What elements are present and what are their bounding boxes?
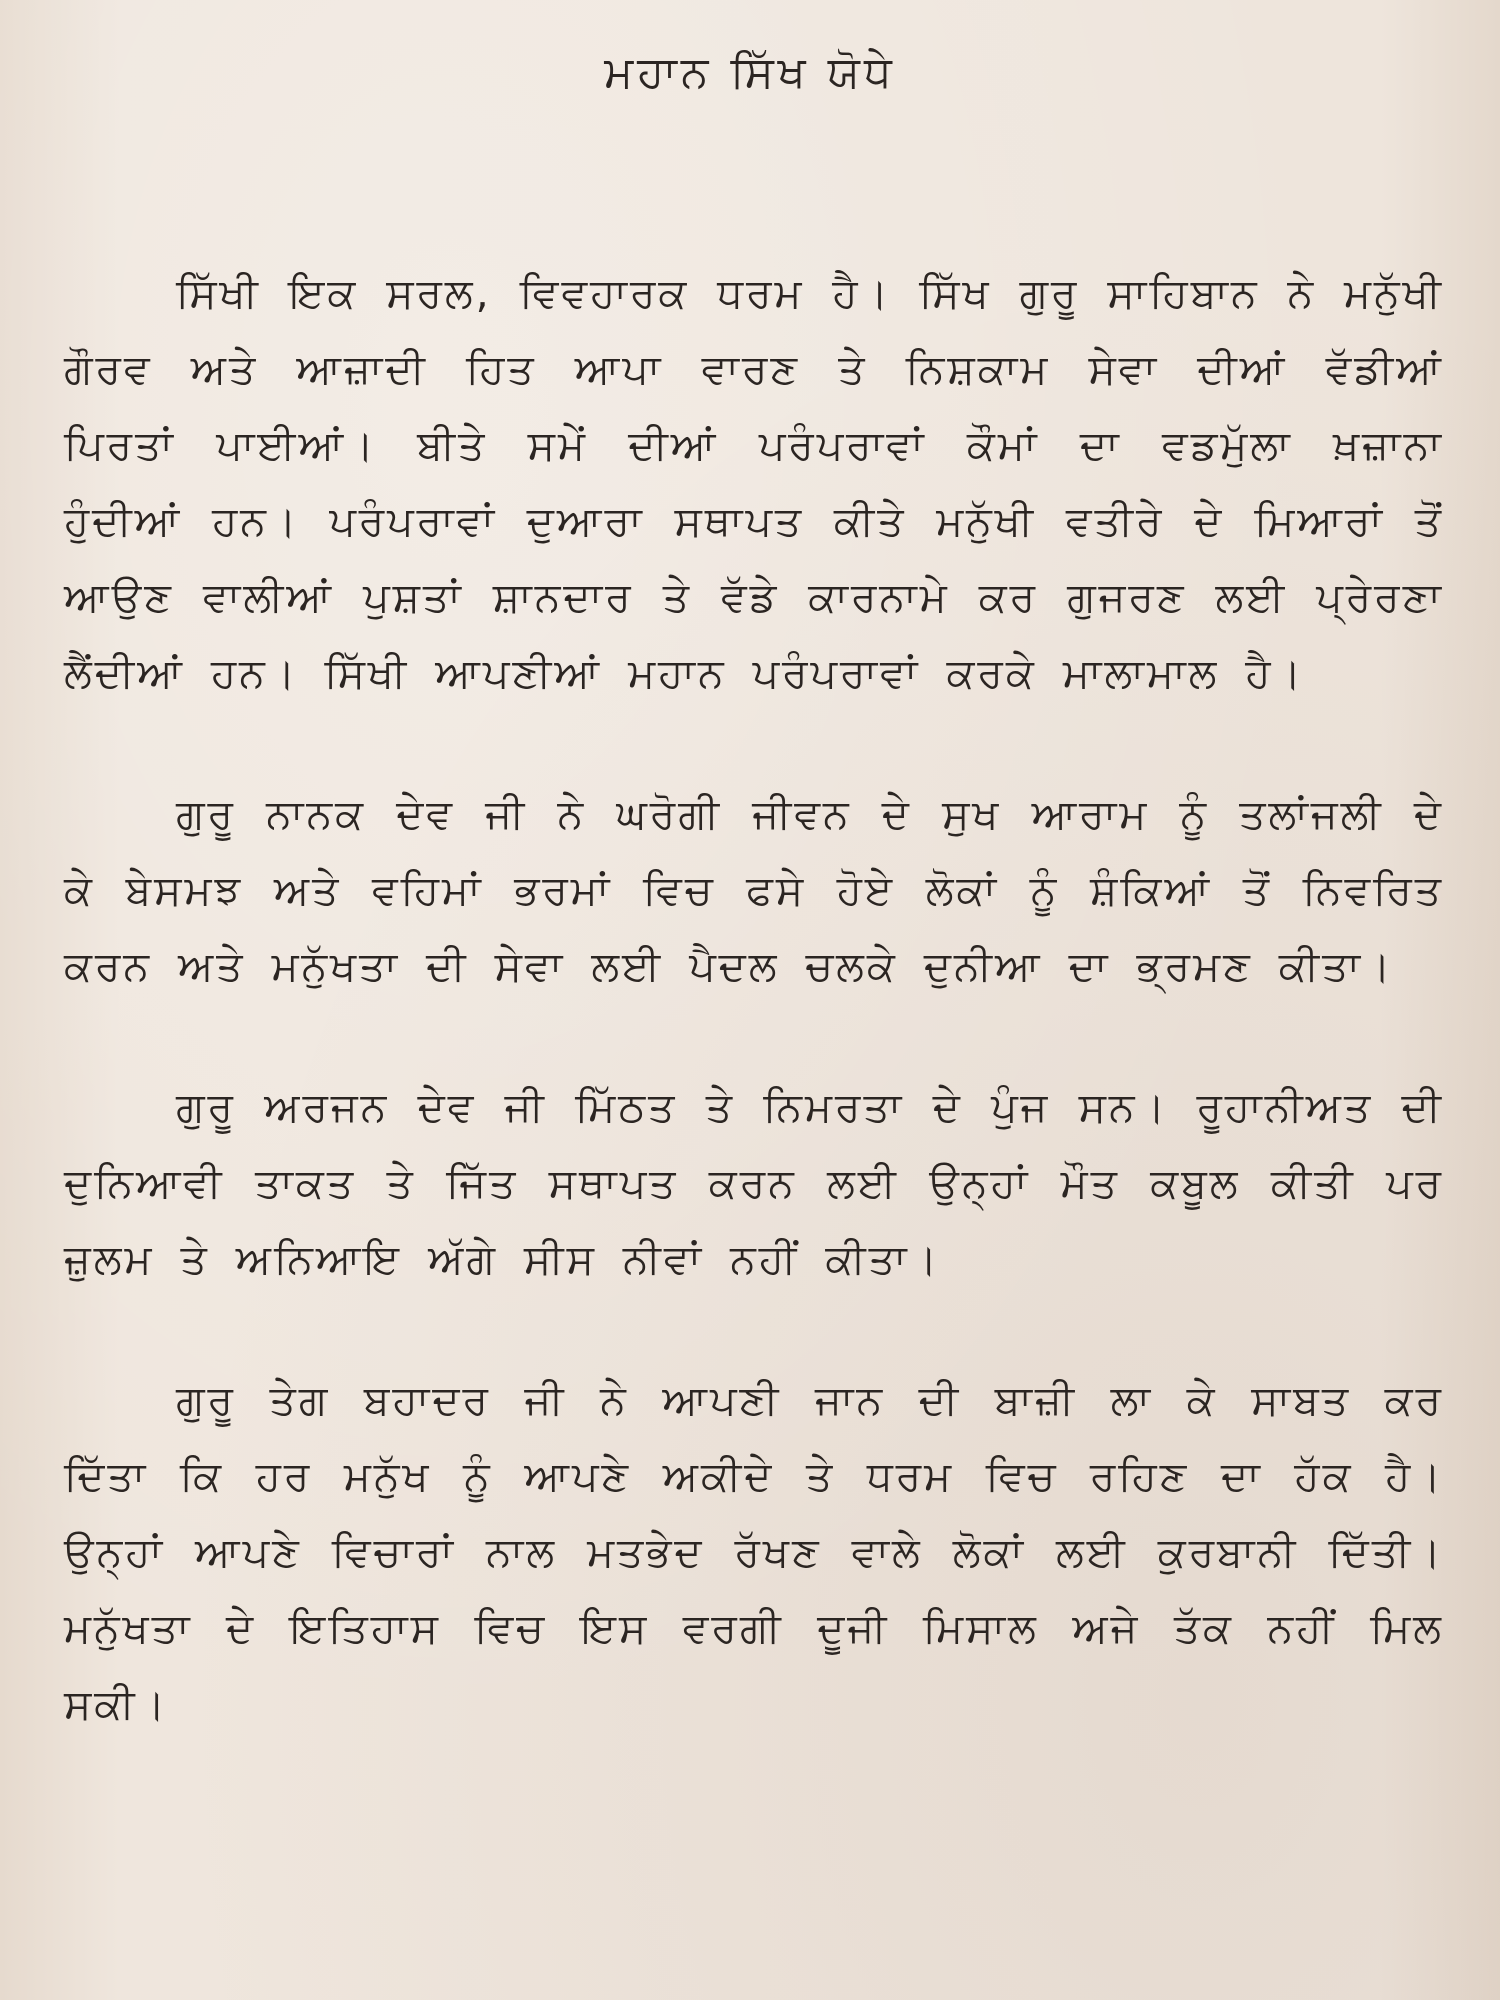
paragraph-3: ਗੁਰੂ ਅਰਜਨ ਦੇਵ ਜੀ ਮਿੱਠਤ ਤੇ ਨਿਮਰਤਾ ਦੇ ਪੁੰਜ ਸਨ। ਰੂਹਾਨੀਅਤ ਦੀ ਦੁਨਿਆਵੀ ਤਾਕਤ ਤੇ ਜਿੱਤ ਸਥਾਪਤ ਕਰਨ ਲਈ ਉਨ੍ਹਾਂ ਮੌਤ ਕਬੂਲ ਕੀਤੀ ਪਰ ਜ਼ੁਲਮ ਤੇ ਅਨਿਆਇ ਅੱਗੇ ਸੀਸ ਨੀਵਾਂ ਨਹੀਂ ਕੀਤਾ। <box>64 1083 1444 1283</box>
paragraph-1: ਸਿੱਖੀ ਇਕ ਸਰਲ, ਵਿਵਹਾਰਕ ਧਰਮ ਹੈ। ਸਿੱਖ ਗੁਰੂ ਸਾਹਿਬਾਨ ਨੇ ਮਨੁੱਖੀ ਗੌਰਵ ਅਤੇ ਆਜ਼ਾਦੀ ਹਿਤ ਆਪਾ ਵਾਰਣ ਤੇ ਨਿਸ਼ਕਾਮ ਸੇਵਾ ਦੀਆਂ ਵੱਡੀਆਂ ਪਿਰਤਾਂ ਪਾਈਆਂ। ਬੀਤੇ ਸਮੇਂ ਦੀਆਂ ਪਰੰਪਰਾਵਾਂ ਕੌਮਾਂ ਦਾ ਵਡਮੁੱਲਾ ਖ਼ਜ਼ਾਨਾ ਹੁੰਦੀਆਂ ਹਨ। ਪਰੰਪਰਾਵਾਂ ਦੁਆਰਾ ਸਥਾਪਤ ਕੀਤੇ ਮਨੁੱਖੀ ਵਤੀਰੇ ਦੇ ਮਿਆਰਾਂ ਤੋਂ ਆਉਣ ਵਾਲੀਆਂ ਪੁਸ਼ਤਾਂ ਸ਼ਾਨਦਾਰ ਤੇ ਵੱਡੇ ਕਾਰਨਾਮੇ ਕਰ ਗੁਜਰਣ ਲਈ ਪ੍ਰੇਰਣਾ ਲੈਂਦੀਆਂ ਹਨ। ਸਿੱਖੀ ਆਪਣੀਆਂ ਮਹਾਨ ਪਰੰਪਰਾਵਾਂ ਕਰਕੇ ਮਾਲਾਮਾਲ ਹੈ। <box>64 269 1444 697</box>
paragraph-2: ਗੁਰੂ ਨਾਨਕ ਦੇਵ ਜੀ ਨੇ ਘਰੋਗੀ ਜੀਵਨ ਦੇ ਸੁਖ ਆਰਾਮ ਨੂੰ ਤਲਾਂਜਲੀ ਦੇ ਕੇ ਬੇਸਮਝ ਅਤੇ ਵਹਿਮਾਂ ਭਰਮਾਂ ਵਿਚ ਫਸੇ ਹੋਏ ਲੋਕਾਂ ਨੂੰ ਸ਼ੰਕਿਆਂ ਤੋਂ ਨਿਵਰਿਤ ਕਰਨ ਅਤੇ ਮਨੁੱਖਤਾ ਦੀ ਸੇਵਾ ਲਈ ਪੈਦਲ ਚਲਕੇ ਦੁਨੀਆ ਦਾ ਭ੍ਰਮਣ ਕੀਤਾ। <box>64 790 1444 990</box>
body-text <box>64 255 1444 1742</box>
page-title: ਮਹਾਨ ਸਿੱਖ ਯੋਧੇ <box>604 47 896 98</box>
paragraph-4: ਗੁਰੂ ਤੇਗ ਬਹਾਦਰ ਜੀ ਨੇ ਆਪਣੀ ਜਾਨ ਦੀ ਬਾਜ਼ੀ ਲਾ ਕੇ ਸਾਬਤ ਕਰ ਦਿੱਤਾ ਕਿ ਹਰ ਮਨੁੱਖ ਨੂੰ ਆਪਣੇ ਅਕੀਦੇ ਤੇ ਧਰਮ ਵਿਚ ਰਹਿਣ ਦਾ ਹੱਕ ਹੈ। ਉਨ੍ਹਾਂ ਆਪਣੇ ਵਿਚਾਰਾਂ ਨਾਲ ਮਤਭੇਦ ਰੱਖਣ ਵਾਲੇ ਲੋਕਾਂ ਲਈ ਕੁਰਬਾਨੀ ਦਿੱਤੀ। ਮਨੁੱਖਤਾ ਦੇ ਇਤਿਹਾਸ ਵਿਚ ਇਸ ਵਰਗੀ ਦੂਜੀ ਮਿਸਾਲ ਅਜੇ ਤੱਕ ਨਹੀਂ ਮਿਲ ਸਕੀ। <box>64 1376 1444 1728</box>
